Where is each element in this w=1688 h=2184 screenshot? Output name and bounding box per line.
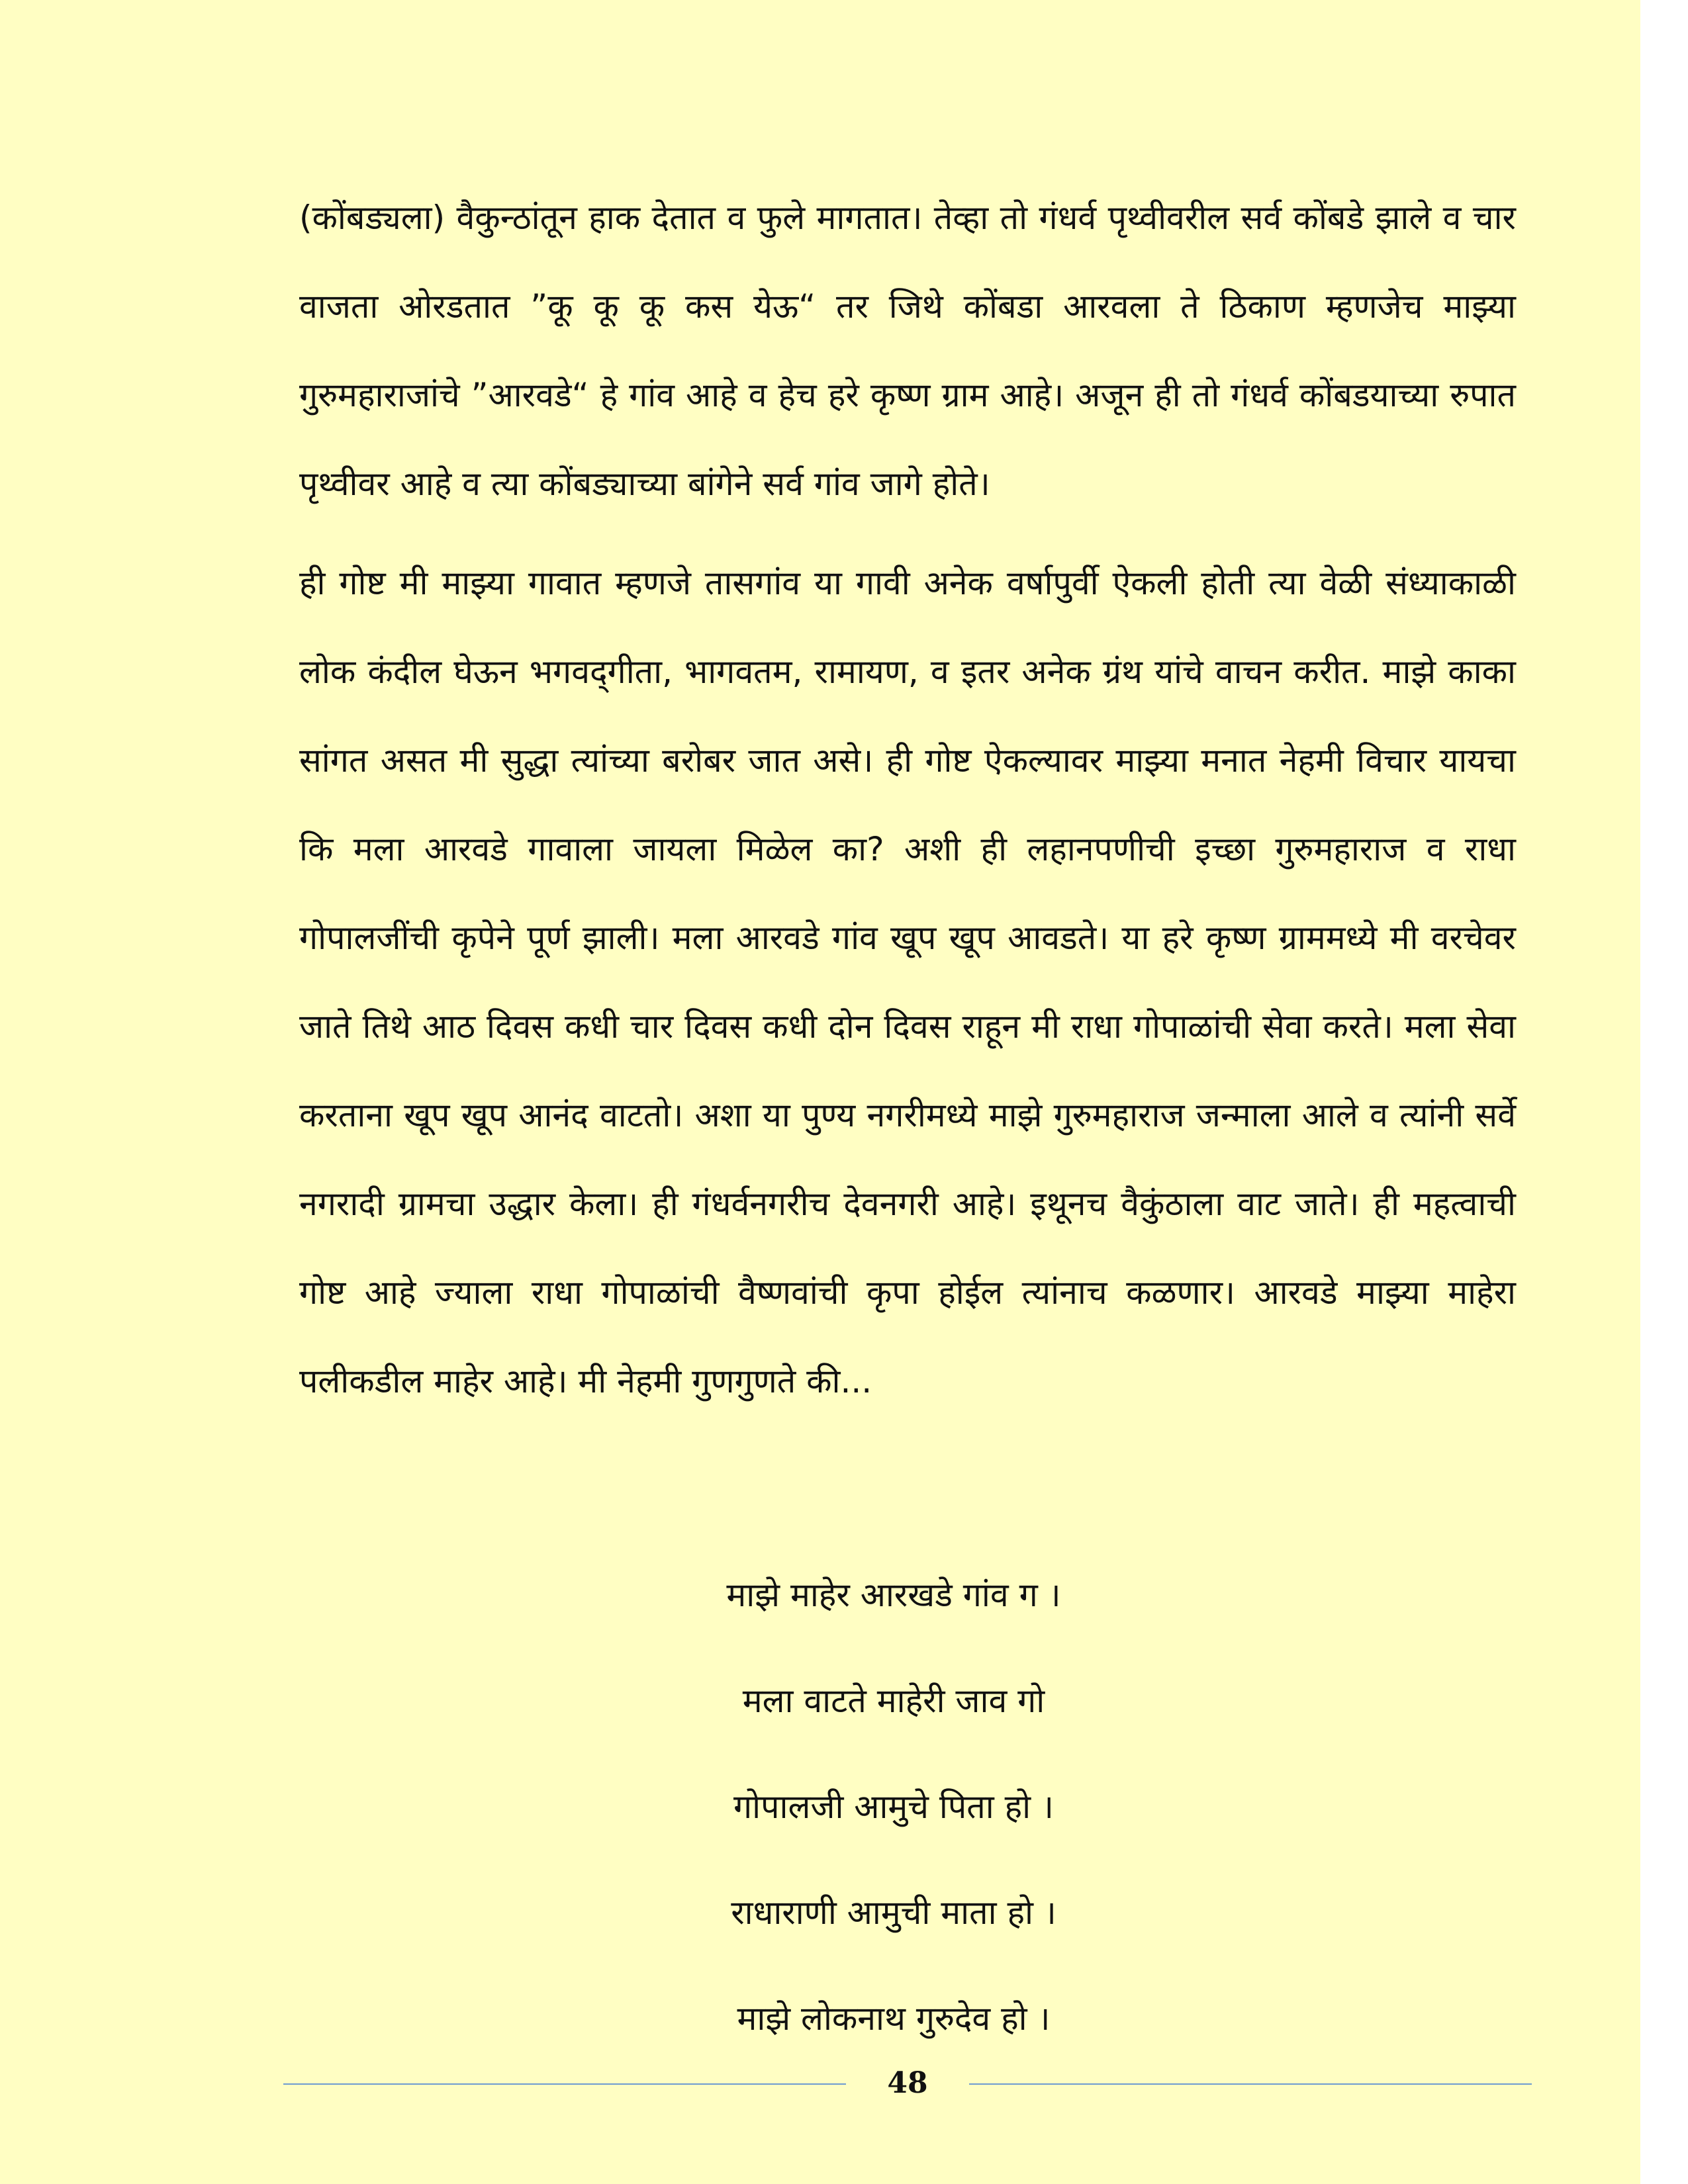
page-edge-margin	[1640, 0, 1688, 2184]
verse-line: माझे लोकनाथ गुरुदेव हो ।	[737, 1999, 1051, 2038]
verse-block	[596, 1542, 1192, 2071]
footer-rule-right	[969, 2083, 1532, 2085]
verse-line: गोपालजी आमुचे पिता हो ।	[733, 1788, 1054, 1826]
paragraph-2: ही गोष्ट मी माझ्या गावात म्हणजे तासगांव या गावी अनेक वर्षापुर्वी ऐकली होती त्या वेळी संध्याकाळी लोक कंदील घेऊन भगवद्‌गीता, भागवतम, रामायण, व इतर अनेक ग्रंथ यांचे वाचन करीत. माझे काका सांगत असत मी सुद्धा त्यांच्या बरोबर जात असे। ही गोष्ट ऐकल्यावर माझ्या मनात नेहमी विचार यायचा कि मला आरवडे गावाला जायला मिळेल का? अशी ही लहानपणीची इच्छा गुरुमहाराज व राधा गोपालजींची कृपेने पूर्ण झाली। मला आरवडे गांव खूप खूप आवडते। या हरे कृष्ण ग्राममध्ये मी वरचेवर जाते तिथे आठ दिवस कधी चार दिवस कधी दोन दिवस राहून मी राधा गोपाळांची सेवा करते। मला सेवा करताना खूप खूप आनंद वाटतो। अशा या पुण्य नगरीमध्ये माझे गुरुमहाराज जन्माला आले व त्यांनी सर्वे नगरादी ग्रामचा उद्धार केला। ही गंधर्वनगरीच देवनगरी आहे। इथूनच वैकुंठाला वाट जाते। ही महत्वाची गोष्ट आहे ज्याला राधा गोपाळांची वैष्णवांची कृपा होईल त्यांनाच कळणार। आरवडे माझ्या माहेरा पलीकडील माहेर आहे। मी नेहमी गुणगुणते की...	[299, 564, 1516, 1400]
verse-line: मला वाटते माहेरी जाव गो	[742, 1682, 1045, 1720]
paragraph-1: (कोंबड्यला) वैकुन्ठांतून हाक देतात व फुले मागतात। तेव्हा तो गंधर्व पृथ्वीवरील सर्व कोंबडे झाले व चार वाजता ओरडतात ”कू कू कू कस येऊ“ तर जिथे कोंबडा आरवला ते ठिकाण म्हणजेच माझ्या गुरुमहाराजांचे ”आरवडे“ हे गांव आहे व हेच हरे कृष्ण ग्राम आहे। अजून ही तो गंधर्व कोंबडयाच्या रुपात पृथ्वीवर आहे व त्या कोंबड्याच्या बांगेने सर्व गांव जागे होते।	[299, 199, 1516, 503]
body-text	[299, 173, 1516, 1426]
footer-rule-left	[283, 2083, 846, 2085]
verse-line: राधाराणी आमुची माता हो ।	[731, 1893, 1056, 1932]
verse-line: माझे माहेर आरखडे गांव ग ।	[726, 1576, 1061, 1614]
page-number: 48	[887, 2066, 928, 2100]
